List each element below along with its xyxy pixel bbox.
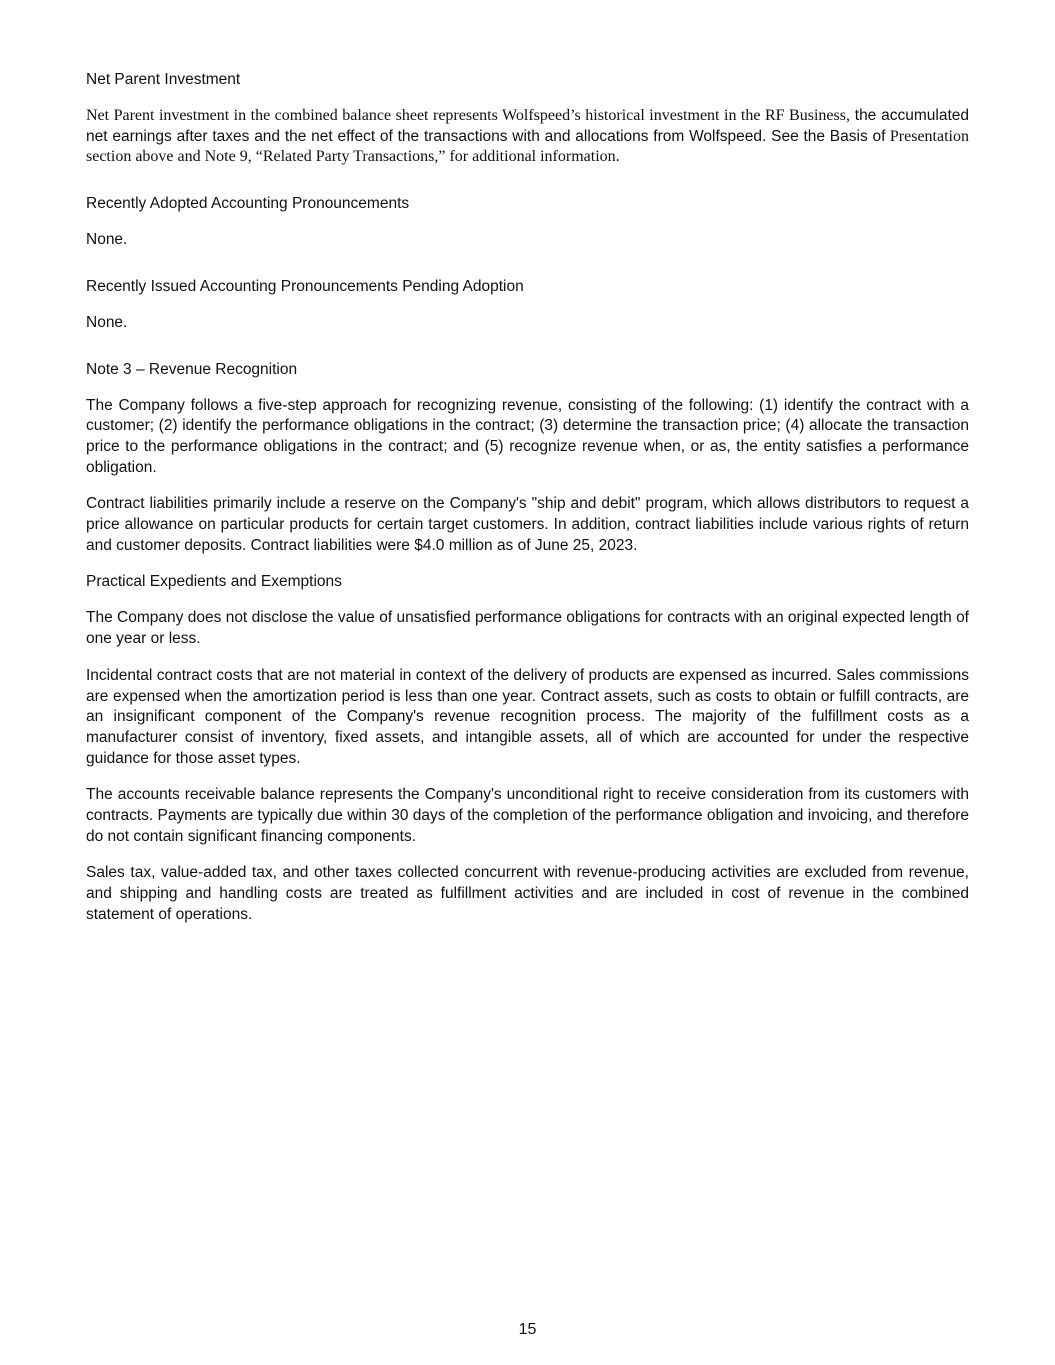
recently-issued-body: None. bbox=[86, 313, 128, 331]
recently-adopted-heading: Recently Adopted Accounting Pronouncements bbox=[86, 195, 410, 213]
net-parent-investment-paragraph bbox=[86, 106, 969, 168]
page-number: 15 bbox=[518, 1321, 537, 1338]
note3-heading: Note 3 – Revenue Recognition bbox=[86, 360, 298, 378]
net-parent-paragraph-part3: Presentation section above and Note 9, “Related Party Transactions,” for additional information. bbox=[86, 127, 969, 166]
practical-paragraph-2: Incidental contract costs that are not material in context of the delivery of products are expensed as incurred. Sales commissions are expensed when the amortization period is less than one year. Contract assets, such as costs to obtain or fulfill contracts, are an insignificant component of the Company's revenue recognition process. The majority of the fulfillment costs as a manufacturer consist of inventory, fixed assets, and intangible assets, all of which are accounted for under the respective guidance for those asset types. bbox=[86, 666, 969, 767]
practical-paragraph-1: The Company does not disclose the value of unsatisfied performance obligations for contracts with an original expected length of one year or less. bbox=[86, 609, 969, 648]
document-page bbox=[86, 70, 969, 942]
net-parent-paragraph-part1: Net Parent investment in the combined balance sheet represents Wolfspeed’s historical investment in the RF Business, bbox=[86, 107, 850, 124]
note3-paragraph-2: Contract liabilities primarily include a reserve on the Company's "ship and debit" program, which allows distributors to request a price allowance on particular products for certain target customers. In addition, contract liabilities include various rights of return and customer deposits. Contract liabilities were $4.0 million as of June 25, 2023. bbox=[86, 495, 969, 554]
recently-issued-heading: Recently Issued Accounting Pronouncements Pending Adoption bbox=[86, 277, 524, 295]
recently-adopted-body: None. bbox=[86, 231, 128, 249]
note3-paragraph-1: The Company follows a five-step approach for recognizing revenue, consisting of the following: (1) identify the contract with a customer; (2) identify the performance obligations in the contract; (3) determine the transaction price; (4) allocate the transaction price to the performance obligations in the contract; and (5) recognize revenue when, or as, the entity satisfies a performance obligation. bbox=[86, 396, 969, 476]
practical-paragraph-3: The accounts receivable balance represents the Company's unconditional right to receive consideration from its customers with contracts. Payments are typically due within 30 days of the completion of the performance obligation and invoicing, and therefore do not contain significant financing components. bbox=[86, 786, 969, 845]
net-parent-paragraph-part2: the accumulated net earnings after taxes and the net effect of the transactions with and allocations from Wolfspeed. See the Basis of bbox=[86, 107, 969, 145]
practical-expedients-heading: Practical Expedients and Exemptions bbox=[86, 573, 342, 591]
practical-paragraph-4: Sales tax, value-added tax, and other taxes collected concurrent with revenue-producing activities are excluded from revenue, and shipping and handling costs are treated as fulfillment activities and are included in cost of revenue in the combined statement of operations. bbox=[86, 864, 969, 923]
net-parent-investment-heading: Net Parent Investment bbox=[86, 71, 241, 88]
